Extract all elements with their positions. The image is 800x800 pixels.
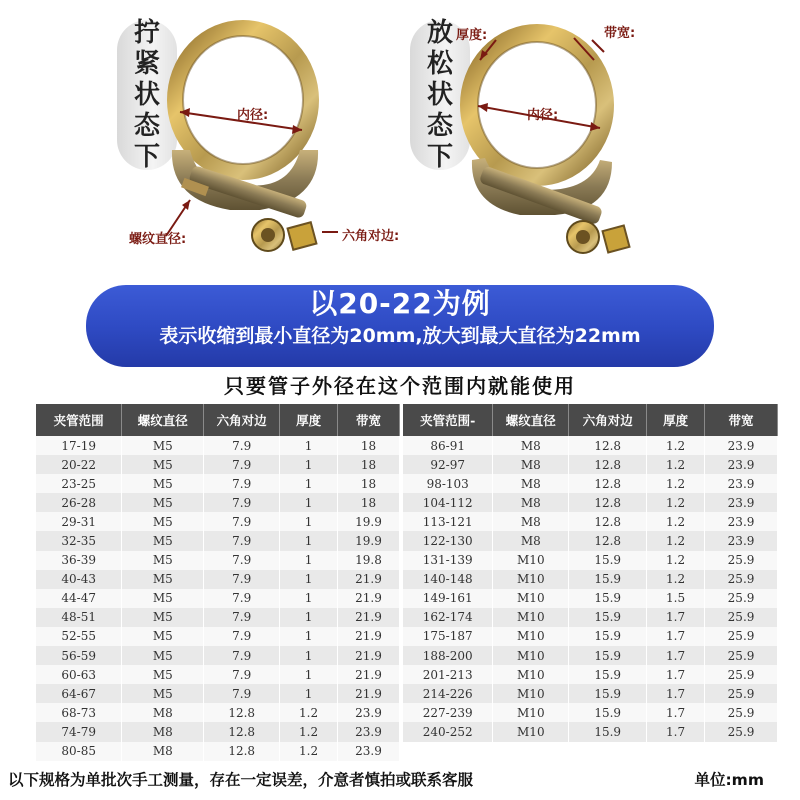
table-cell: 80-85	[36, 742, 122, 761]
table-row	[36, 665, 400, 684]
tightened-clamp-icon	[172, 28, 318, 251]
table-cell: 23.9	[338, 742, 400, 761]
table-cell: 18	[338, 493, 400, 512]
table-row	[403, 570, 778, 589]
table-cell: 23.9	[705, 531, 778, 550]
table-cell: 19.9	[338, 531, 400, 550]
table-cell: 1.2	[647, 455, 705, 474]
table-cell: 25.9	[705, 627, 778, 646]
table-cell: 1.2	[280, 703, 338, 722]
table-row	[403, 665, 778, 684]
table-cell: M8	[493, 493, 569, 512]
table-cell: 25.9	[705, 665, 778, 684]
table-cell: 12.8	[569, 493, 647, 512]
table-cell: 7.9	[204, 436, 280, 455]
table-cell: 7.9	[204, 455, 280, 474]
table-cell: 1.2	[280, 742, 338, 761]
table-cell: 23.9	[705, 474, 778, 493]
table-cell: 20-22	[36, 455, 122, 474]
table-cell: 1	[280, 551, 338, 570]
table-cell: 25.9	[705, 608, 778, 627]
table-cell: 23.9	[338, 722, 400, 741]
table-cell: 25.9	[705, 646, 778, 665]
table-cell: M8	[493, 531, 569, 550]
table-cell: 60-63	[36, 665, 122, 684]
table-cell: M8	[122, 703, 204, 722]
clamp-drawing	[0, 0, 800, 280]
table-cell: M5	[122, 531, 204, 550]
inner-diameter-label-left: 内径:	[237, 108, 269, 123]
table-cell: 1	[280, 665, 338, 684]
table-cell: M5	[122, 493, 204, 512]
table-row	[36, 589, 400, 608]
thickness-label: 厚度:	[456, 28, 488, 43]
table-cell: 1.2	[280, 722, 338, 741]
table-cell: 214-226	[403, 684, 493, 703]
table-cell: 21.9	[338, 608, 400, 627]
column-header: 螺纹直径	[493, 404, 569, 436]
table-row	[403, 703, 778, 722]
table-cell: 25.9	[705, 722, 778, 741]
banner-subtitle: 表示收缩到最小直径为20mm,放大到最大直径为22mm	[159, 325, 641, 347]
table-cell: 36-39	[36, 551, 122, 570]
product-illustration	[0, 0, 800, 280]
table-cell: 7.9	[204, 493, 280, 512]
table-cell: 15.9	[569, 703, 647, 722]
table-cell: 1	[280, 646, 338, 665]
thread-diameter-label: 螺纹直径:	[129, 232, 187, 247]
table-cell: 32-35	[36, 531, 122, 550]
usage-note: 只要管子外径在这个范围内就能使用	[224, 374, 576, 398]
table-row	[403, 627, 778, 646]
table-cell: M8	[493, 474, 569, 493]
column-header: 夹管范围	[36, 404, 122, 436]
table-cell: M5	[122, 665, 204, 684]
table-cell: 15.9	[569, 551, 647, 570]
table-cell: 188-200	[403, 646, 493, 665]
table-cell: 1	[280, 512, 338, 531]
table-cell: 1.7	[647, 646, 705, 665]
table-cell: 21.9	[338, 589, 400, 608]
table-row	[36, 531, 400, 550]
table-cell: M10	[493, 703, 569, 722]
table-row	[36, 608, 400, 627]
table-cell: 1	[280, 474, 338, 493]
table-cell: 1.7	[647, 722, 705, 741]
table-cell: 7.9	[204, 512, 280, 531]
table-cell: 21.9	[338, 627, 400, 646]
table-row	[403, 455, 778, 474]
table-cell: M10	[493, 589, 569, 608]
column-header: 厚度	[280, 404, 338, 436]
table-cell: 23-25	[36, 474, 122, 493]
table-cell: 15.9	[569, 722, 647, 741]
table-cell: 23.9	[705, 436, 778, 455]
table-cell: 19.9	[338, 512, 400, 531]
table-cell: 1.5	[647, 589, 705, 608]
table-cell: M5	[122, 455, 204, 474]
column-header: 六角对边	[569, 404, 647, 436]
loosened-clamp-icon	[469, 33, 629, 253]
table-cell: M5	[122, 627, 204, 646]
unit-label: 单位:mm	[694, 771, 764, 789]
table-cell: M10	[493, 570, 569, 589]
table-cell: 1	[280, 531, 338, 550]
table-cell: 131-139	[403, 551, 493, 570]
table-cell: 1.7	[647, 684, 705, 703]
table-row	[403, 684, 778, 703]
table-cell: M5	[122, 512, 204, 531]
tightened-state-label: 拧 紧 状 态 下	[133, 17, 160, 172]
table-cell: 1.7	[647, 627, 705, 646]
table-cell: 104-112	[403, 493, 493, 512]
table-cell: 23.9	[705, 493, 778, 512]
table-cell: 52-55	[36, 627, 122, 646]
table-cell: 12.8	[204, 722, 280, 741]
column-header: 夹管范围-	[403, 404, 493, 436]
loosened-state-label: 放 松 状 态 下	[426, 17, 453, 172]
table-cell: 19.8	[338, 551, 400, 570]
table-cell: M5	[122, 570, 204, 589]
table-cell: M8	[493, 512, 569, 531]
table-cell: 240-252	[403, 722, 493, 741]
table-cell: 1.2	[647, 493, 705, 512]
table-row	[36, 703, 400, 722]
table-cell: 25.9	[705, 589, 778, 608]
table-row	[36, 722, 400, 741]
table-cell: M8	[493, 436, 569, 455]
spec-table-right	[403, 404, 778, 742]
table-cell: 1.7	[647, 608, 705, 627]
table-cell: 29-31	[36, 512, 122, 531]
table-cell: M8	[493, 455, 569, 474]
table-cell: M5	[122, 684, 204, 703]
table-cell: 15.9	[569, 608, 647, 627]
table-cell: 25.9	[705, 551, 778, 570]
table-cell: M10	[493, 608, 569, 627]
table-cell: 7.9	[204, 665, 280, 684]
table-cell: M10	[493, 646, 569, 665]
table-cell: 26-28	[36, 493, 122, 512]
table-row	[403, 493, 778, 512]
table-cell: 7.9	[204, 646, 280, 665]
column-header: 带宽	[338, 404, 400, 436]
table-cell: 1	[280, 570, 338, 589]
table-cell: 12.8	[569, 455, 647, 474]
column-header: 螺纹直径	[122, 404, 204, 436]
table-cell: 1.7	[647, 665, 705, 684]
table-cell: 1	[280, 684, 338, 703]
table-cell: 15.9	[569, 684, 647, 703]
table-cell: 18	[338, 436, 400, 455]
table-cell: 86-91	[403, 436, 493, 455]
table-cell: 1.2	[647, 474, 705, 493]
table-cell: M10	[493, 627, 569, 646]
table-header-row	[36, 404, 400, 436]
table-row	[403, 608, 778, 627]
banner-title: 以20-22为例	[309, 287, 491, 320]
table-cell: 15.9	[569, 646, 647, 665]
table-cell: 15.9	[569, 570, 647, 589]
table-cell: 56-59	[36, 646, 122, 665]
table-cell: M10	[493, 551, 569, 570]
table-cell: 21.9	[338, 684, 400, 703]
table-cell: 12.8	[569, 474, 647, 493]
table-cell: 18	[338, 455, 400, 474]
table-cell: 92-97	[403, 455, 493, 474]
table-row	[403, 646, 778, 665]
table-cell: 25.9	[705, 570, 778, 589]
table-cell: 1.2	[647, 531, 705, 550]
table-cell: 21.9	[338, 646, 400, 665]
table-cell: 44-47	[36, 589, 122, 608]
table-row	[36, 512, 400, 531]
table-cell: M5	[122, 608, 204, 627]
table-cell: 1	[280, 608, 338, 627]
table-cell: 12.8	[569, 531, 647, 550]
table-cell: 12.8	[569, 512, 647, 531]
table-cell: M10	[493, 665, 569, 684]
table-row	[403, 531, 778, 550]
table-cell: 1.2	[647, 551, 705, 570]
table-row	[36, 684, 400, 703]
table-row	[403, 474, 778, 493]
table-cell: 48-51	[36, 608, 122, 627]
table-cell: 1	[280, 627, 338, 646]
table-row	[36, 646, 400, 665]
table-cell: 21.9	[338, 570, 400, 589]
table-cell: 227-239	[403, 703, 493, 722]
table-cell: M5	[122, 436, 204, 455]
table-row	[36, 493, 400, 512]
table-cell: 25.9	[705, 703, 778, 722]
table-cell: 12.8	[569, 436, 647, 455]
table-row	[403, 436, 778, 455]
table-cell: 7.9	[204, 551, 280, 570]
table-cell: 175-187	[403, 627, 493, 646]
table-cell: 7.9	[204, 684, 280, 703]
table-cell: 40-43	[36, 570, 122, 589]
table-cell: 23.9	[705, 512, 778, 531]
table-cell: M8	[122, 742, 204, 761]
table-row	[36, 742, 400, 761]
table-cell: 23.9	[338, 703, 400, 722]
table-cell: 1.2	[647, 436, 705, 455]
table-row	[403, 512, 778, 531]
table-cell: 17-19	[36, 436, 122, 455]
table-cell: 7.9	[204, 474, 280, 493]
table-cell: 113-121	[403, 512, 493, 531]
table-cell: 1	[280, 436, 338, 455]
table-row	[36, 551, 400, 570]
table-cell: 1	[280, 455, 338, 474]
band-width-label: 带宽:	[604, 26, 636, 41]
table-cell: 15.9	[569, 589, 647, 608]
table-cell: M5	[122, 646, 204, 665]
table-row	[36, 455, 400, 474]
table-cell: 7.9	[204, 608, 280, 627]
table-cell: 7.9	[204, 589, 280, 608]
table-cell: 74-79	[36, 722, 122, 741]
measurement-disclaimer: 以下规格为单批次手工测量，存在一定误差，介意者慎拍或联系客服	[8, 771, 474, 789]
table-row	[403, 551, 778, 570]
table-cell: 1	[280, 493, 338, 512]
table-row	[36, 474, 400, 493]
table-cell: M5	[122, 474, 204, 493]
spec-table-left	[36, 404, 400, 761]
table-cell: 98-103	[403, 474, 493, 493]
table-cell: 12.8	[204, 703, 280, 722]
table-row	[36, 436, 400, 455]
column-header: 厚度	[647, 404, 705, 436]
column-header: 带宽	[705, 404, 778, 436]
table-cell: 140-148	[403, 570, 493, 589]
table-cell: M10	[493, 722, 569, 741]
table-cell: 23.9	[705, 455, 778, 474]
column-header: 六角对边	[204, 404, 280, 436]
table-row	[403, 589, 778, 608]
table-cell: 7.9	[204, 531, 280, 550]
example-banner	[86, 285, 714, 367]
table-row	[403, 722, 778, 741]
table-cell: 149-161	[403, 589, 493, 608]
table-cell: 1.2	[647, 512, 705, 531]
table-cell: 15.9	[569, 665, 647, 684]
table-cell: 7.9	[204, 627, 280, 646]
table-cell: 68-73	[36, 703, 122, 722]
table-cell: M8	[122, 722, 204, 741]
table-cell: 162-174	[403, 608, 493, 627]
inner-diameter-label-right: 内径:	[527, 108, 559, 123]
table-cell: M5	[122, 551, 204, 570]
table-row	[36, 627, 400, 646]
table-cell: 12.8	[204, 742, 280, 761]
table-cell: M10	[493, 684, 569, 703]
table-cell: 1.2	[647, 570, 705, 589]
table-header-row	[403, 404, 778, 436]
table-cell: M5	[122, 589, 204, 608]
table-cell: 64-67	[36, 684, 122, 703]
table-row	[36, 570, 400, 589]
table-cell: 7.9	[204, 570, 280, 589]
table-cell: 1.7	[647, 703, 705, 722]
table-cell: 18	[338, 474, 400, 493]
table-cell: 25.9	[705, 684, 778, 703]
table-cell: 21.9	[338, 665, 400, 684]
table-cell: 201-213	[403, 665, 493, 684]
table-cell: 1	[280, 589, 338, 608]
table-cell: 15.9	[569, 627, 647, 646]
table-cell: 122-130	[403, 531, 493, 550]
hex-across-flats-label: 六角对边:	[342, 229, 400, 244]
